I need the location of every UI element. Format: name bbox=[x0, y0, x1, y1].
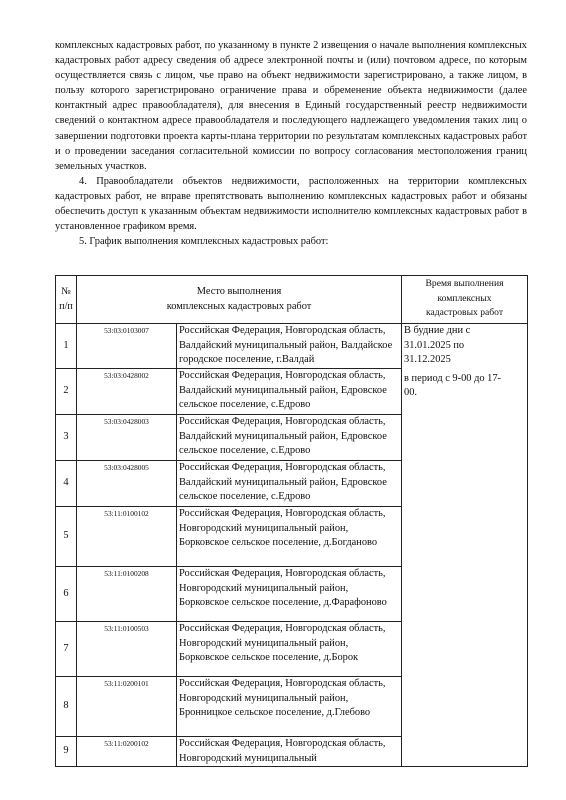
paragraph-5-schedule-heading: 5. График выполнения комплексных кадастровых работ: bbox=[79, 236, 329, 248]
cadastral-number: 53:11:0200102 bbox=[77, 737, 177, 767]
row-address: Российская Федерация, Новгородская область, Валдайский муниципальный район, Едровское сельское поселение, с.Едрово bbox=[177, 415, 402, 461]
row-number: 4 bbox=[56, 461, 77, 507]
row-address: Российская Федерация, Новгородская область, Валдайский муниципальный район, Валдайское городское поселение, г.Валдай bbox=[177, 324, 402, 369]
header-time: Время выполнения комплексных кадастровых работ bbox=[402, 276, 528, 324]
cadastral-number: 53:03:0428005 bbox=[77, 461, 177, 507]
time-line-3: 31.12.2025 bbox=[404, 354, 451, 366]
row-address: Российская Федерация, Новгородская область, Новгородский муниципальный район, Борковское сельское поселение, д.Богданово bbox=[177, 507, 402, 567]
cadastral-number: 53:03:0428003 bbox=[77, 415, 177, 461]
time-line-2: 31.01.2025 по bbox=[404, 339, 465, 351]
time-line-4: в период с 9-00 до 17- bbox=[404, 372, 502, 384]
row-number: 3 bbox=[56, 415, 77, 461]
time-line-1: В будние дни с bbox=[404, 325, 471, 336]
row-number: 1 bbox=[56, 324, 77, 369]
cadastral-number: 53:03:0103007 bbox=[77, 324, 177, 369]
row-address: Российская Федерация, Новгородская область, Новгородский муниципальный район, Бронницкое сельское поселение, д.Глебово bbox=[177, 677, 402, 737]
row-number: 7 bbox=[56, 622, 77, 677]
row-address: Российская Федерация, Новгородская область, Новгородский муниципальный район, Борковское сельское поселение, д.Борок bbox=[177, 622, 402, 677]
row-address: Российская Федерация, Новгородская область, Валдайский муниципальный район, Едровское сельское поселение, с.Едрово bbox=[177, 369, 402, 415]
row-address: Российская Федерация, Новгородская область, Новгородский муниципальный район, Борковское сельское поселение, д.Фарафоново bbox=[177, 567, 402, 622]
row-address: Российская Федерация, Новгородская область, Новгородский муниципальный bbox=[177, 737, 402, 767]
schedule-table bbox=[55, 275, 528, 767]
cadastral-number: 53:11:0100208 bbox=[77, 567, 177, 622]
row-number: 5 bbox=[56, 507, 77, 567]
row-number: 2 bbox=[56, 369, 77, 415]
time-line-5: 00. bbox=[404, 387, 418, 399]
cadastral-number: 53:11:0100102 bbox=[77, 507, 177, 567]
table-header-row bbox=[56, 276, 528, 324]
table-row bbox=[56, 324, 528, 369]
cadastral-number: 53:03:0428002 bbox=[77, 369, 177, 415]
paragraph-continuation: комплексных кадастровых работ, по указанному в пункте 2 извещения о начале выполнения комплексных кадастровых работ адресу сведения об адресе электронной почты и (или) почтовом адресе, по которым осуществляется связь с лицом, чье право на объект недвижимости зарегистрировано, а также лицом, в пользу которого зарегистрировано ограничение права и обременение объекта недвижимости (далее контактный адрес правообладателя), для внесения в Единый государственный реестр недвижимости сведений о контактном адресе правообладателя и последующего надлежащего уведомления таких лиц о завершении подготовки проекта карты-плана территории по результатам комплексных кадастровых работ и о проведении заседания согласительной комиссии по вопросу согласования местоположения границ земельных участков. bbox=[55, 40, 527, 172]
row-number: 8 bbox=[56, 677, 77, 737]
time-cell bbox=[402, 324, 528, 767]
cadastral-number: 53:11:0200101 bbox=[77, 677, 177, 737]
header-number: № п/п bbox=[56, 276, 77, 324]
header-place: Место выполнения комплексных кадастровых работ bbox=[77, 276, 402, 324]
cadastral-number: 53:11:0100503 bbox=[77, 622, 177, 677]
row-number: 9 bbox=[56, 737, 77, 767]
paragraph-4: 4. Правообладатели объектов недвижимости, расположенных на территории комплексных кадастровых работ, не вправе препятствовать выполнению комплексных кадастровых работ и обязаны обеспечить доступ к указанным объектам недвижимости исполнителю комплексных кадастровых работ в установленное графиком время. bbox=[55, 175, 527, 233]
row-number: 6 bbox=[56, 567, 77, 622]
row-address: Российская Федерация, Новгородская область, Валдайский муниципальный район, Едровское сельское поселение, с.Едрово bbox=[177, 461, 402, 507]
document-body bbox=[55, 38, 527, 249]
